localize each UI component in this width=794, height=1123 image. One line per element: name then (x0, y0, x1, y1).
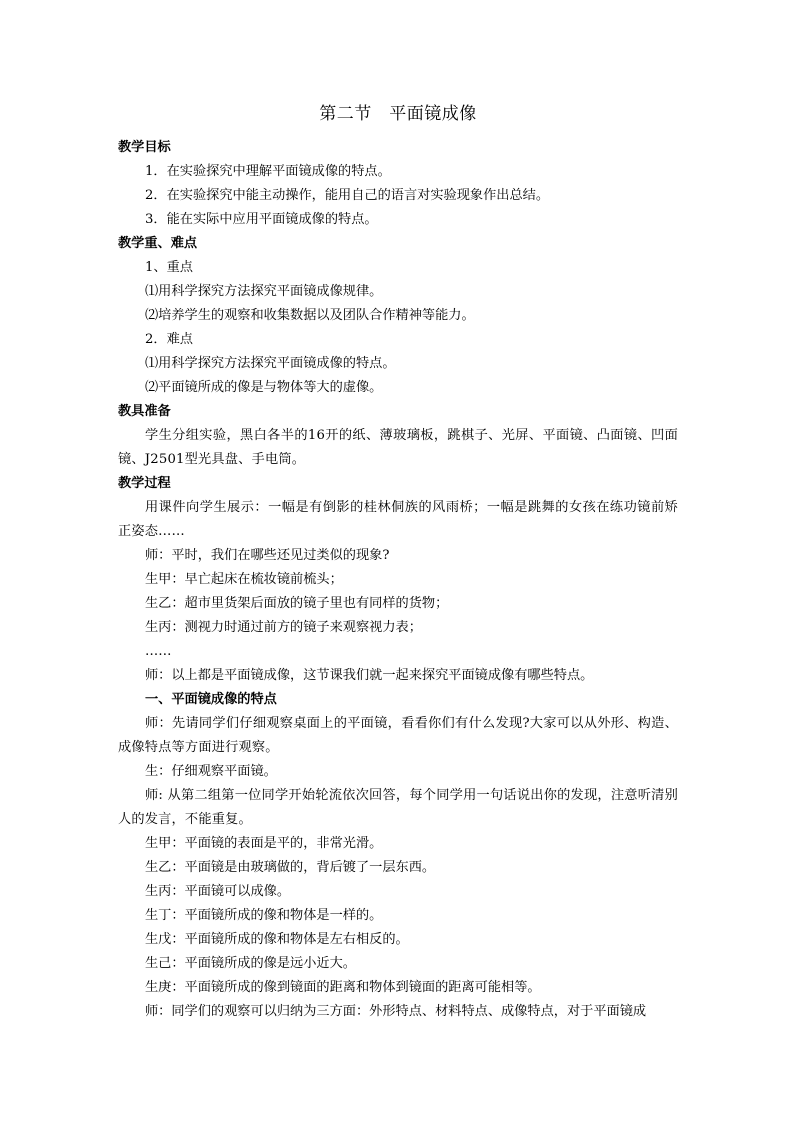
answer-line: 生戊：平面镜所成的像和物体是左右相反的。 (145, 932, 409, 947)
page-title: 第二节 平面镜成像 (319, 104, 477, 124)
dialog-line: 师：平时，我们在哪些还见过类似的现象? (145, 548, 390, 563)
process-intro: 用课件向学生展示：一幅是有倒影的桂林侗族的风雨桥；一幅是跳舞的女孩在练功镜前矫正姿态…… (118, 500, 678, 539)
materials-heading: 教具准备 (118, 404, 171, 419)
answer-line: 生庚：平面镜所成的像到镜面的距离和物体到镜面的距离可能相等。 (145, 980, 541, 995)
teacher-summary: 师：同学们的观察可以归纳为三方面：外形特点、材料特点、成像特点，对于平面镜成 (145, 1004, 647, 1019)
goal-item: 1．在实验探究中理解平面镜成像的特点。 (145, 164, 391, 179)
answer-line: 生丙：平面镜可以成像。 (145, 884, 291, 899)
section-subheading: 一、平面镜成像的特点 (145, 692, 277, 707)
keypoint-item: ⑴用科学探究方法探究平面镜成像的特点。 (145, 356, 396, 371)
goal-item: 2．在实验探究中能主动操作，能用自己的语言对实验现象作出总结。 (145, 188, 550, 203)
keypoints-heading: 教学重、难点 (118, 236, 198, 251)
keypoint-item: 1、重点 (145, 260, 193, 275)
dialog-line: 生甲：早亡起床在梳妆镜前梳头； (145, 572, 343, 587)
goals-heading: 教学目标 (118, 140, 171, 155)
materials-text: 学生分组实验，黑白各半的16开的纸、薄玻璃板，跳棋子、光屏、平面镜、凸面镜、凹面镜、J2501型光具盘、手电筒。 (118, 428, 678, 467)
keypoint-item: 2．难点 (145, 332, 193, 347)
goal-item: 3．能在实际中应用平面镜成像的特点。 (145, 212, 378, 227)
answer-line: 生甲：平面镜的表面是平的，非常光滑。 (145, 836, 383, 851)
dialog-line: 师：以上都是平面镜成像，这节课我们就一起来探究平面镜成像有哪些特点。 (145, 668, 594, 683)
dialog-line: 生丙：测视力时通过前方的镜子来观察视力表； (145, 620, 422, 635)
teacher-instruction: 师: 从第二组第一位同学开始轮流依次回答，每个同学用一句话说出你的发现，注意听清别人的发言，不能重复。 (118, 788, 678, 827)
dialog-line: 生乙：超市里货架后面放的镜子里也有同样的货物； (145, 596, 449, 611)
answer-line: 生丁：平面镜所成的像和物体是一样的。 (145, 908, 383, 923)
answer-line: 生乙：平面镜是由玻璃做的，背后镀了一层东西。 (145, 860, 436, 875)
teacher-prompt: 师：先请同学们仔细观察桌面上的平面镜，看看你们有什么发现?大家可以从外形、构造、成像特点等方面进行观察。 (118, 716, 678, 755)
answer-line: 生己：平面镜所成的像是远小近大。 (145, 956, 356, 971)
keypoint-item: ⑴用科学探究方法探究平面镜成像规律。 (145, 284, 383, 299)
keypoint-item: ⑵培养学生的观察和收集数据以及团队合作精神等能力。 (145, 308, 475, 323)
student-action: 生：仔细观察平面镜。 (145, 764, 277, 779)
keypoint-item: ⑵平面镜所成的像是与物体等大的虚像。 (145, 380, 383, 395)
document-page (118, 102, 678, 1024)
process-heading: 教学过程 (118, 476, 171, 491)
dialog-line: …… (145, 644, 172, 659)
